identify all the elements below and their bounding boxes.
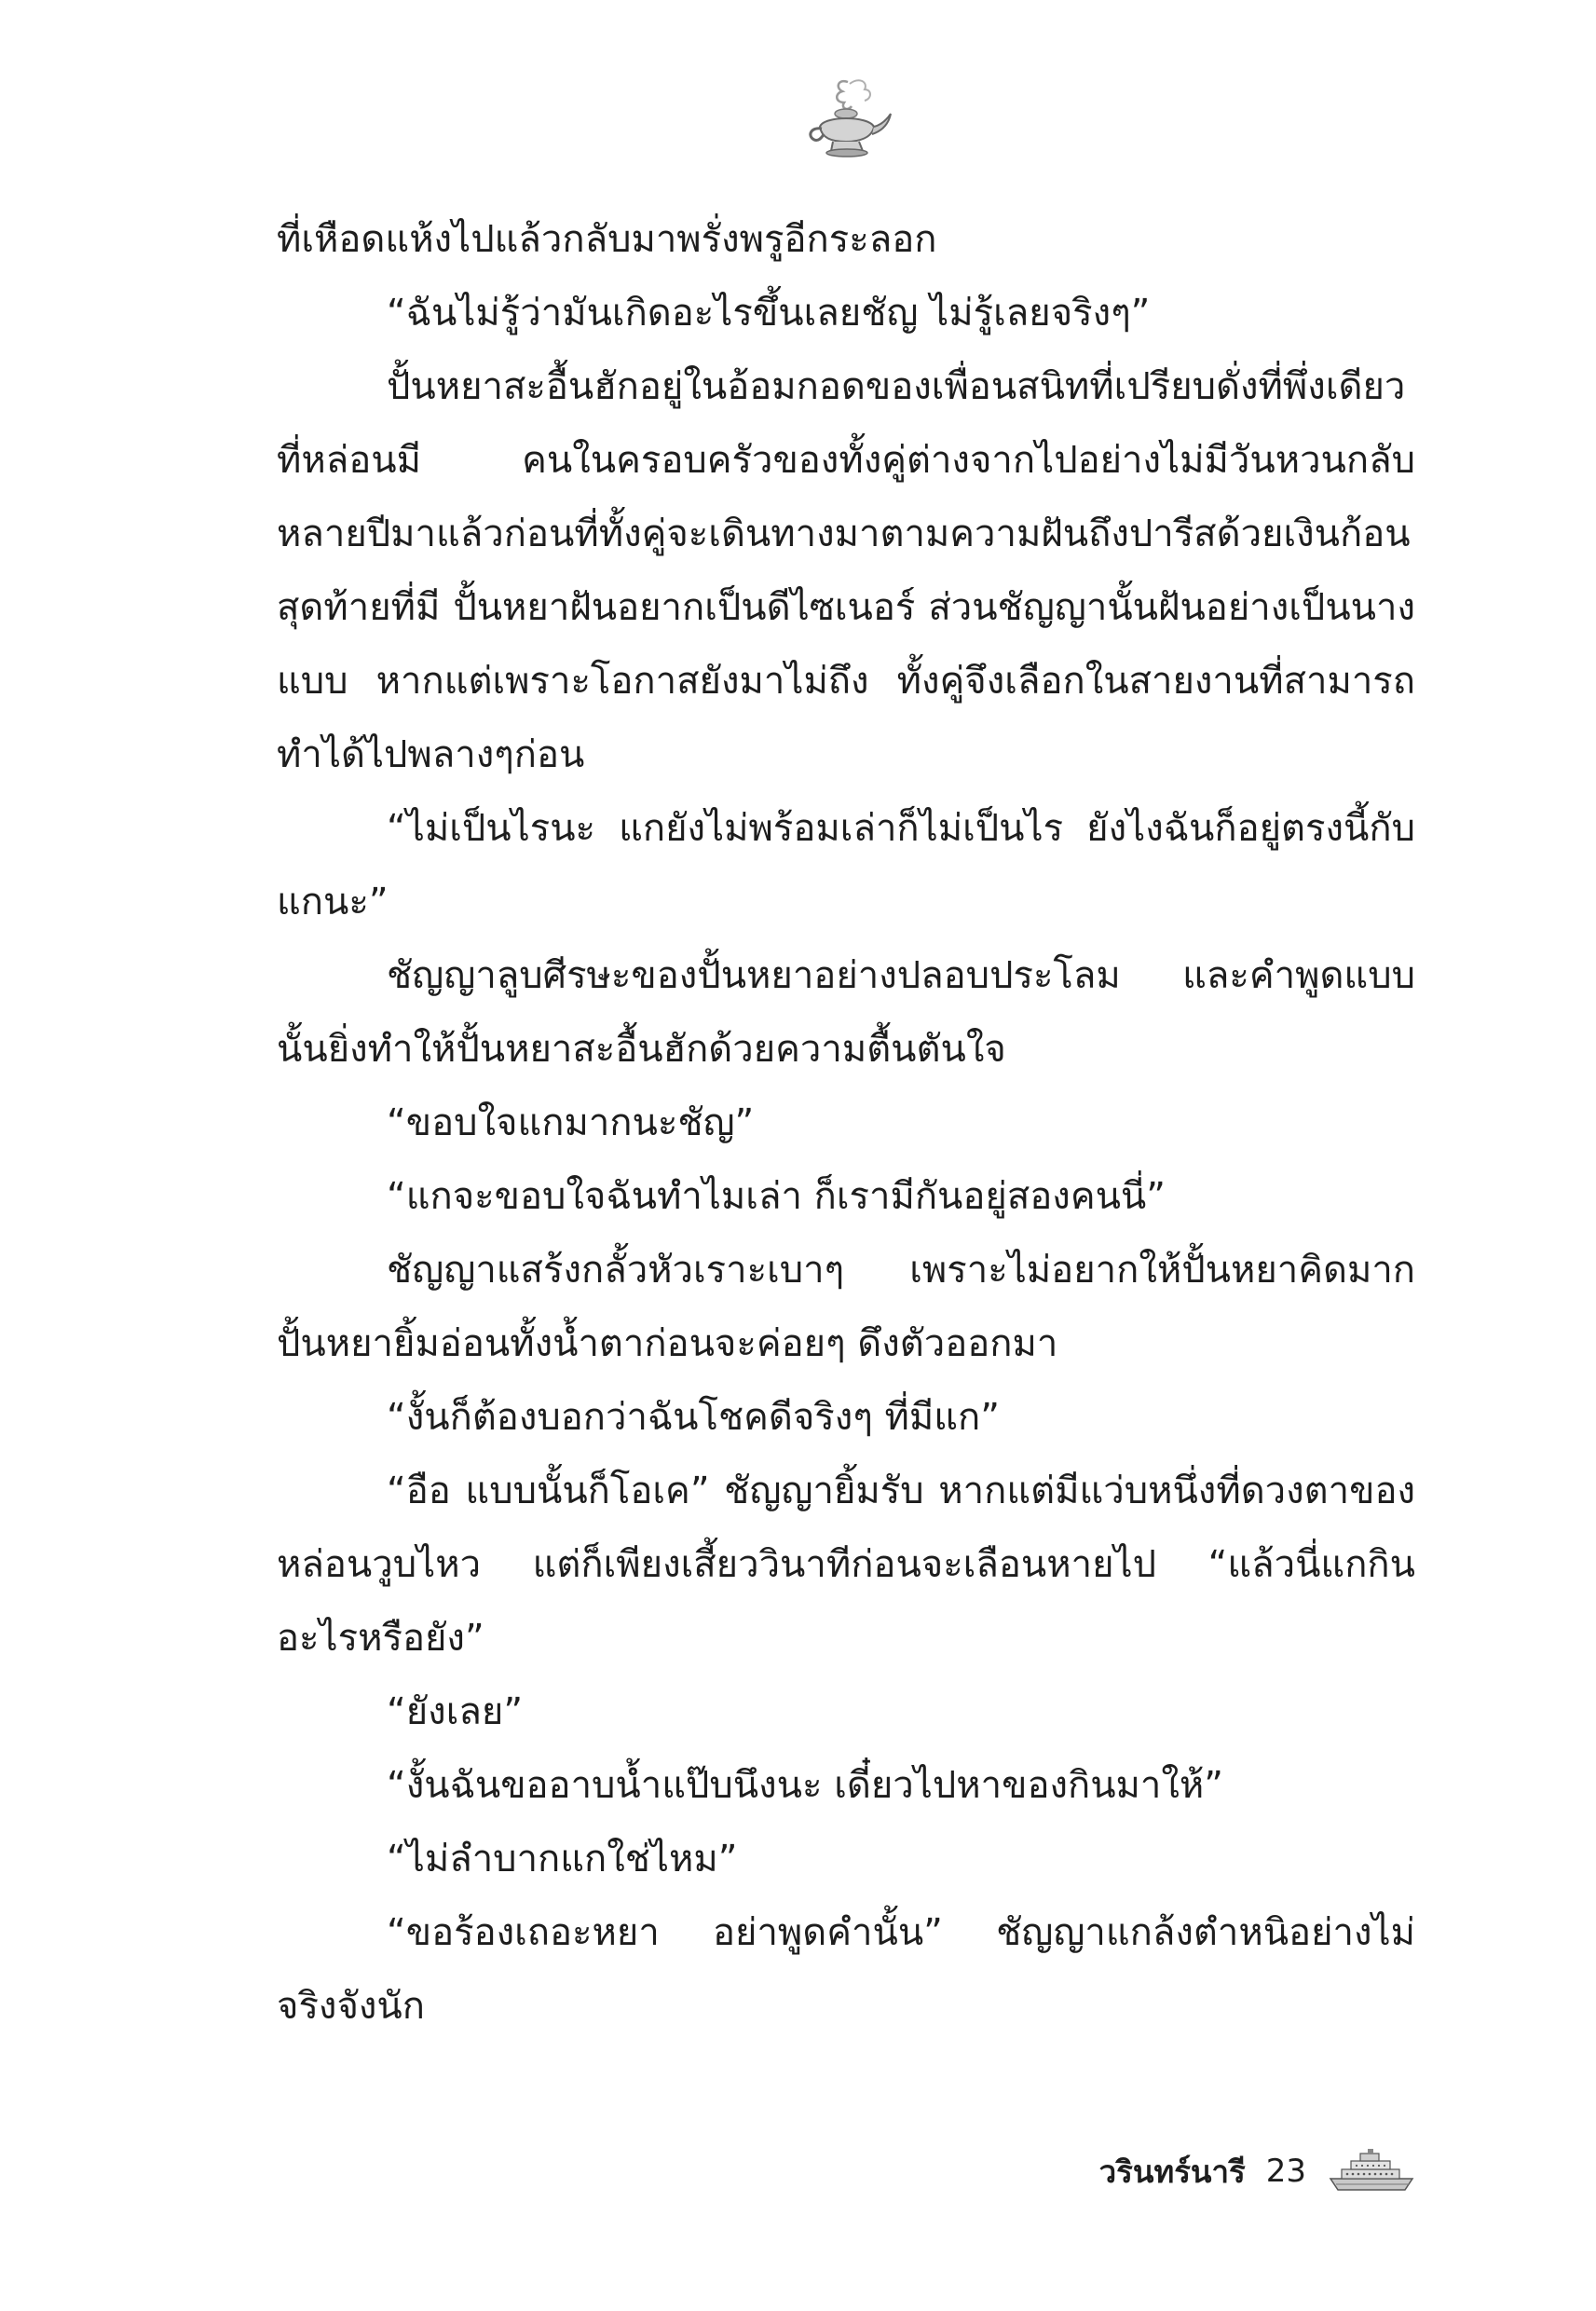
paragraph: “อือ แบบนั้นก็โอเค” ชัญญายิ้มรับ หากแต่มีแว่บหนึ่งที่ดวงตาของหล่อนวูบไหว แต่ก็เพียงเสี้ยววินาทีก่อนจะเลือนหายไป “แล้วนี่แกกินอะไรหรือยัง” [277, 1470, 1415, 1660]
magic-lamp-icon [794, 73, 896, 166]
body-text [277, 203, 1415, 2044]
paragraph: “ขอร้องเถอะหยา อย่าพูดคำนั้น” ชัญญาแกล้งตำหนิอย่างไม่จริงจังนัก [277, 1911, 1415, 2028]
paragraph: ปั้นหยาสะอื้นฮักอยู่ในอ้อมกอดของเพื่อนสนิทที่เปรียบดั่งที่พึ่งเดียวที่หล่อนมี คนในครอบครัวของทั้งคู่ต่างจากไปอย่างไม่มีวันหวนกลับหลายปีมาแล้วก่อนที่ทั้งคู่จะเดินทางมาตามความฝันถึงปารีสด้วยเงินก้อนสุดท้ายที่มี ปั้นหยาฝันอยากเป็นดีไซเนอร์ ส่วนชัญญานั้นฝันอย่างเป็นนางแบบ หากแต่เพราะโอกาสยังมาไม่ถึง ทั้งคู่จึงเลือกในสายงานที่สามารถทำได้ไปพลางๆก่อน [277, 365, 1415, 776]
paragraph: “ไม่เป็นไรนะ แกยังไม่พร้อมเล่าก็ไม่เป็นไร ยังไงฉันก็อยู่ตรงนี้กับแกนะ” [277, 807, 1415, 923]
page-number: 23 [1265, 2153, 1306, 2190]
cruise-ship-icon [1327, 2147, 1416, 2195]
paragraph: “ขอบใจแกมากนะชัญ” [387, 1101, 755, 1144]
paragraph: “ยังเลย” [387, 1690, 524, 1733]
paragraph: “ไม่ลำบากแกใช่ไหม” [387, 1838, 738, 1880]
paragraph: ชัญญาลูบศีรษะของปั้นหยาอย่างปลอบประโลม และคำพูดแบบนั้นยิ่งทำให้ปั้นหยาสะอื้นฮักด้วยความตื้นตันใจ [277, 954, 1415, 1071]
paragraph: “งั้นฉันขออาบน้ำแป๊บนึงนะ เดี๋ยวไปหาของกินมาให้” [387, 1764, 1224, 1807]
paragraph: ที่เหือดแห้งไปแล้วกลับมาพรั่งพรูอีกระลอก [277, 218, 937, 261]
page-footer [932, 2139, 1416, 2204]
paragraph: ชัญญาแสร้งกลั้วหัวเราะเบาๆ เพราะไม่อยากให้ปั้นหยาคิดมาก ปั้นหยายิ้มอ่อนทั้งน้ำตาก่อนจะค่อยๆ ดึงตัวออกมา [277, 1249, 1415, 1365]
book-title: วรินทร์นารี [1098, 2153, 1246, 2190]
paragraph: “งั้นก็ต้องบอกว่าฉันโชคดีจริงๆ ที่มีแก” [387, 1396, 1000, 1439]
paragraph: “ฉันไม่รู้ว่ามันเกิดอะไรขึ้นเลยชัญ ไม่รู้เลยจริงๆ” [387, 292, 1151, 335]
paragraph: “แกจะขอบใจฉันทำไมเล่า ก็เรามีกันอยู่สองคนนี่” [387, 1175, 1166, 1218]
